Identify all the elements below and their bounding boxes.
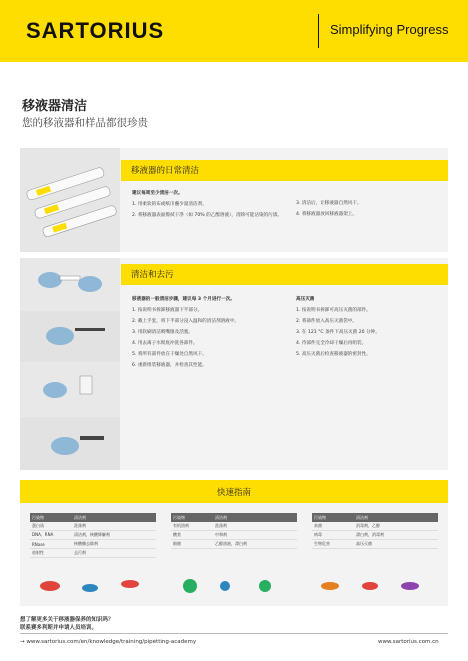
header-divider	[318, 14, 319, 48]
step-text: 2. 将部件放入高压灭菌袋中。	[296, 319, 357, 324]
decon-text-right	[296, 296, 436, 362]
table-cell: 酸类	[173, 532, 181, 537]
fungus-icon	[401, 582, 419, 590]
pipette-image	[20, 148, 120, 252]
bacteria-icon	[40, 581, 60, 591]
section-heading-band	[121, 264, 448, 285]
intro-text: 移液器的一般清洁步骤，建议每 3 个月进行一次。	[132, 297, 235, 302]
table-cell: 洗涤剂	[215, 523, 227, 528]
table-cell: 洗涤剂	[74, 523, 86, 528]
column-header: 清洁剂	[215, 514, 227, 520]
table-row	[30, 540, 156, 549]
autoclave-heading: 高压灭菌	[296, 297, 315, 302]
table-row	[30, 531, 156, 540]
cleaning-photos	[20, 258, 120, 470]
step-text: 6. 重新组装移液器，并检查其性能。	[132, 363, 207, 368]
step-text: 1. 用柔软的布或纸巾蘸少量清洁剂。	[132, 202, 207, 207]
guide-table-2	[171, 513, 297, 549]
academy-link[interactable]: → www.sartorius.com/en/knowledge/training/pipetting-academy	[20, 639, 197, 645]
daily-cleaning-text-right	[296, 200, 436, 222]
footer-question	[20, 616, 114, 632]
table-cell: RNase	[32, 541, 45, 547]
quick-guide	[20, 480, 448, 606]
column-header: 清洁剂	[74, 514, 86, 520]
section-heading-band	[121, 160, 448, 181]
section-heading: 移液器的日常清洁	[131, 166, 200, 176]
table-cell: 有机溶剂	[173, 523, 189, 528]
step-text: 4. 用去离子水彻底冲洗各部件。	[132, 341, 198, 346]
table-row	[312, 531, 438, 540]
column-header: 清洁剂	[356, 514, 368, 520]
page-title: 移液器清洁	[22, 99, 88, 114]
table-cell: 病毒	[314, 532, 322, 537]
column-header: 污染物	[173, 514, 185, 520]
table-row	[171, 540, 297, 549]
column-header: 污染物	[32, 514, 44, 520]
table-row	[312, 540, 438, 549]
fungus-icon	[362, 582, 378, 590]
page-subtitle: 您的移液器和样品都很珍贵	[22, 117, 148, 129]
table-row	[171, 531, 297, 540]
virus-icon	[220, 581, 230, 591]
table-row	[30, 549, 156, 558]
table-cell: 消毒剂，乙醇	[356, 523, 380, 528]
table-cell: 清洁剂，核酸降解剂	[74, 532, 110, 537]
table-cell: 核酸酶去除剂	[74, 541, 98, 546]
table-cell: 细菌	[173, 541, 181, 546]
gloved-hands-photos	[20, 258, 120, 470]
step-text: 5. 高压灭菌后检查移液器的密封性。	[296, 352, 371, 357]
pipette-illustration	[20, 148, 120, 252]
step-text: 3. 用软刷清洁吸嘴锥及活塞。	[132, 330, 193, 335]
decontamination-section	[20, 258, 448, 470]
daily-cleaning-text-left	[132, 190, 282, 223]
quick-guide-band	[20, 480, 448, 503]
section-heading: 清洁和去污	[131, 270, 174, 280]
step-text: 1. 按说明书拆卸可高压灭菌的部件。	[296, 308, 371, 313]
bacteria-icon	[82, 584, 98, 592]
step-text: 4. 待部件完全冷却干燥后再组装。	[296, 341, 367, 346]
microbe-illustrations	[20, 568, 448, 604]
table-cell: 放射性	[32, 550, 44, 555]
step-text: 4. 将移液器放回移液器架上。	[296, 212, 357, 217]
step-text: 2. 戴上手套，将下半部分浸入温和的清洁剂溶液中。	[132, 319, 239, 324]
footer-question-line: 想了解更多关于移液器保养的知识吗？	[20, 617, 114, 623]
table-cell: 生物危害	[314, 541, 330, 546]
intro-text: 建议每周至少清洁一次。	[132, 191, 183, 196]
daily-cleaning-section	[20, 148, 448, 252]
quick-guide-heading: 快速指南	[216, 488, 251, 498]
table-cell: 高压灭菌	[356, 541, 372, 546]
table-cell: DNA、RNA	[32, 532, 54, 537]
table-cell: 蛋白质	[32, 523, 44, 528]
step-text: 1. 按说明书拆卸移液器下半部分。	[132, 308, 203, 313]
step-text: 3. 在 121 °C 条件下高压灭菌 20 分钟。	[296, 330, 380, 335]
website-link[interactable]: www.sartorius.com.cn	[378, 639, 439, 645]
sartorius-logo: SARTORIUS	[26, 18, 165, 43]
step-text: 3. 清洁后，让移液器自然风干。	[296, 201, 362, 206]
table-cell: 漂白剂，消毒剂	[356, 532, 384, 537]
footer-divider	[20, 633, 448, 634]
table-row	[171, 522, 297, 531]
table-row	[312, 522, 438, 531]
fungus-icon	[321, 582, 339, 590]
virus-icon	[183, 579, 197, 593]
step-text: 2. 将移液器表面擦拭干净（如 70% 的乙醇溶液），清除可能沾染的污渍。	[132, 213, 282, 218]
column-header: 污染物	[314, 514, 326, 520]
table-cell: 中和剂	[215, 532, 227, 537]
guide-table-3	[312, 513, 438, 549]
footer-question-line: 联系赛多利斯并申请人员培训。	[20, 625, 98, 631]
virus-icon	[259, 580, 271, 592]
table-cell: 乙醇溶液，漂白剂	[215, 541, 247, 546]
table-cell: 真菌	[314, 523, 322, 528]
table-cell: 去污剂	[74, 550, 86, 555]
decon-text-left	[132, 296, 282, 373]
step-text: 5. 将所有部件放在干燥处自然风干。	[132, 352, 207, 357]
tagline: Simplifying Progress	[330, 22, 449, 37]
table-row	[30, 522, 156, 531]
guide-table-1	[30, 513, 156, 558]
bacteria-icon	[121, 580, 139, 588]
